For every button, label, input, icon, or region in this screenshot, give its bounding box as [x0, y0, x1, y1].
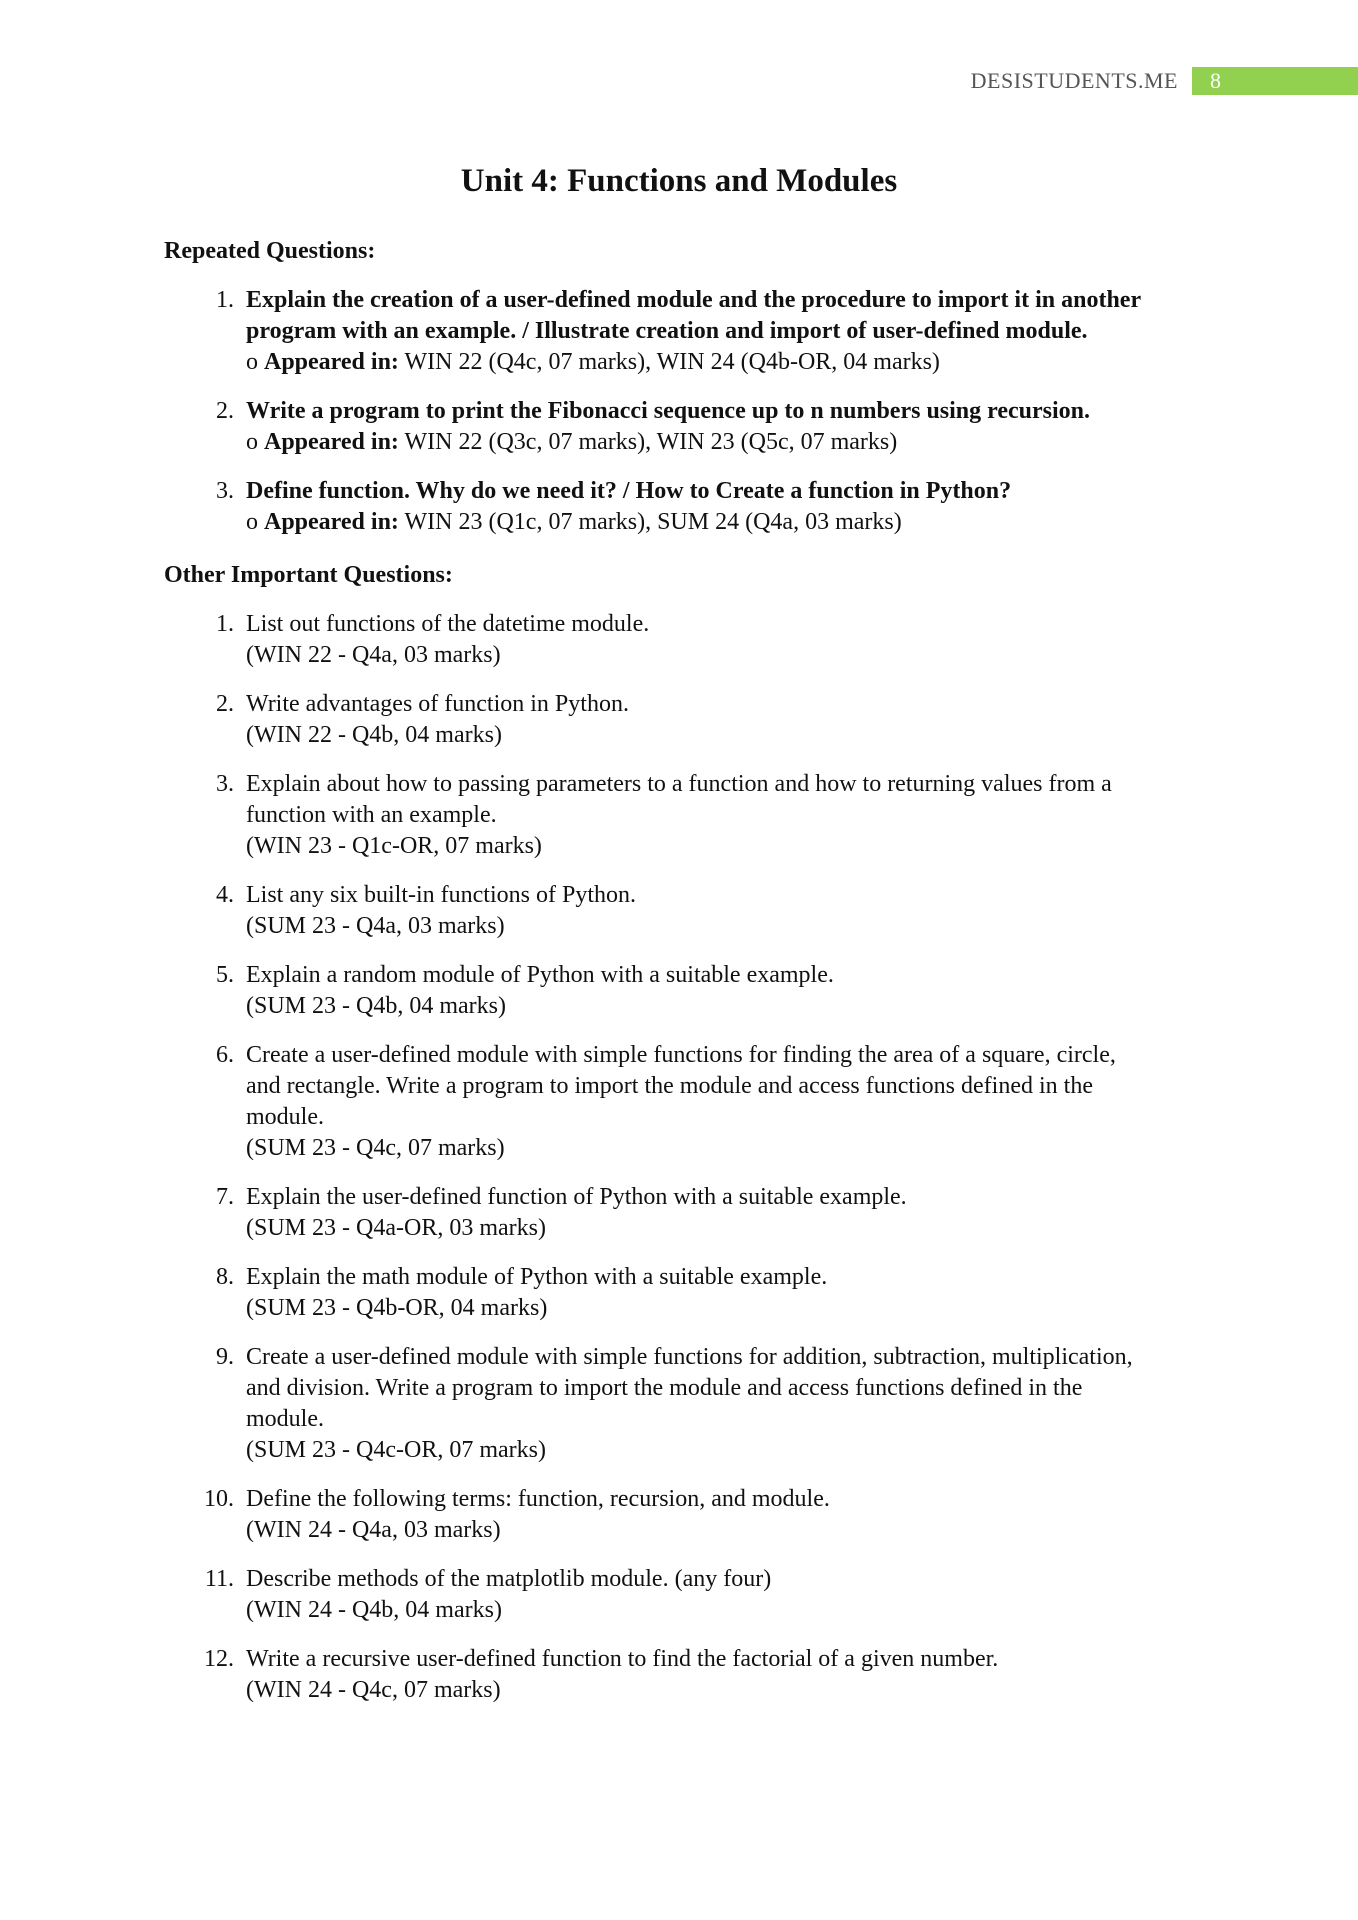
other-question-item — [164, 1040, 1204, 1164]
repeated-question-item — [164, 396, 1204, 458]
repeated-question-item — [164, 476, 1204, 538]
question-text-line: List any six built-in functions of Python. — [246, 882, 636, 908]
question-number: 5. — [216, 962, 234, 988]
question-text-line: Write advantages of function in Python. — [246, 691, 629, 717]
question-text-line: (SUM 23 - Q4c, 07 marks) — [246, 1135, 505, 1161]
question-text-line: (WIN 24 - Q4c, 07 marks) — [246, 1677, 501, 1703]
question-text-line: (SUM 23 - Q4b, 04 marks) — [246, 993, 506, 1019]
appeared-in-line — [246, 347, 1204, 378]
appeared-bullet: o — [246, 509, 258, 535]
question-body — [246, 285, 1204, 378]
question-text-line: module. — [246, 1104, 324, 1130]
question-body — [246, 1040, 1204, 1164]
question-text-line: Explain a random module of Python with a suitable example. — [246, 962, 834, 988]
question-text-line: Explain the creation of a user-defined module and the procedure to import it in another — [246, 287, 1142, 313]
appeared-bullet: o — [246, 429, 258, 455]
question-body — [246, 396, 1204, 458]
other-question-item — [164, 689, 1204, 751]
appeared-in-line — [246, 427, 1204, 458]
question-text-line: List out functions of the datetime module. — [246, 611, 650, 637]
question-body — [246, 476, 1204, 538]
other-question-item — [164, 1484, 1204, 1546]
page-header — [971, 67, 1358, 95]
other-question-item — [164, 1182, 1204, 1244]
document-body — [164, 236, 1204, 1724]
question-text-line: Describe methods of the matplotlib module. (any four) — [246, 1566, 772, 1592]
appeared-bullet: o — [246, 349, 258, 375]
other-question-item — [164, 1644, 1204, 1706]
question-text-line: Create a user-defined module with simple functions for finding the area of a square, circle, — [246, 1042, 1116, 1068]
other-questions-list — [164, 609, 1204, 1706]
question-text-line: (WIN 24 - Q4b, 04 marks) — [246, 1597, 502, 1623]
question-text-line: (WIN 22 - Q4b, 04 marks) — [246, 722, 502, 748]
appeared-in-label: Appeared in: — [264, 349, 399, 375]
other-question-item — [164, 960, 1204, 1022]
question-body — [246, 880, 1204, 942]
question-text-line: Explain about how to passing parameters to a function and how to returning values from a — [246, 771, 1112, 797]
other-question-item — [164, 609, 1204, 671]
question-number: 9. — [216, 1344, 234, 1370]
other-question-item — [164, 1564, 1204, 1626]
question-number: 4. — [216, 882, 234, 908]
other-question-item — [164, 1262, 1204, 1324]
appeared-in-line — [246, 507, 1204, 538]
appeared-in-details: WIN 22 (Q4c, 07 marks), WIN 24 (Q4b-OR, 04 marks) — [404, 349, 940, 375]
question-text-line: Explain the math module of Python with a suitable example. — [246, 1264, 828, 1290]
appeared-in-label: Appeared in: — [264, 429, 399, 455]
question-number: 3. — [216, 771, 234, 797]
appeared-in-details: WIN 22 (Q3c, 07 marks), WIN 23 (Q5c, 07 marks) — [404, 429, 898, 455]
question-number: 2. — [216, 691, 234, 717]
repeated-questions-list — [164, 285, 1204, 538]
other-question-item — [164, 1342, 1204, 1466]
question-body — [246, 769, 1204, 862]
question-body — [246, 689, 1204, 751]
question-body — [246, 1484, 1204, 1546]
question-body — [246, 1564, 1204, 1626]
other-question-item — [164, 880, 1204, 942]
question-body — [246, 1182, 1204, 1244]
question-text-line: Define function. Why do we need it? / How to Create a function in Python? — [246, 478, 1012, 504]
question-text-line: Write a recursive user-defined function to find the factorial of a given number. — [246, 1646, 999, 1672]
question-number: 2. — [216, 398, 234, 424]
question-text-line: and rectangle. Write a program to import the module and access functions defined in the — [246, 1073, 1093, 1099]
question-text-line: (SUM 23 - Q4b-OR, 04 marks) — [246, 1295, 548, 1321]
question-text-line: (SUM 23 - Q4a, 03 marks) — [246, 913, 505, 939]
question-text-line: module. — [246, 1406, 324, 1432]
question-body — [246, 960, 1204, 1022]
question-number: 1. — [216, 611, 234, 637]
question-text-line: (WIN 22 - Q4a, 03 marks) — [246, 642, 501, 668]
question-text-line: (SUM 23 - Q4c-OR, 07 marks) — [246, 1437, 546, 1463]
question-number: 6. — [216, 1042, 234, 1068]
question-number: 12. — [204, 1646, 234, 1672]
question-text-line: Create a user-defined module with simple functions for addition, subtraction, multiplication, — [246, 1344, 1133, 1370]
question-text-line: (WIN 23 - Q1c-OR, 07 marks) — [246, 833, 542, 859]
question-number: 7. — [216, 1184, 234, 1210]
question-body — [246, 609, 1204, 671]
page-title: Unit 4: Functions and Modules — [460, 163, 898, 199]
other-questions-heading: Other Important Questions: — [164, 562, 453, 588]
site-name: DESISTUDENTS.ME — [970, 68, 1178, 93]
question-number: 3. — [216, 478, 234, 504]
question-text-line: (SUM 23 - Q4a-OR, 03 marks) — [246, 1215, 546, 1241]
question-number: 8. — [216, 1264, 234, 1290]
repeated-questions-heading: Repeated Questions: — [164, 238, 376, 264]
question-text-line: and division. Write a program to import the module and access functions defined in the — [246, 1375, 1083, 1401]
appeared-in-label: Appeared in: — [264, 509, 399, 535]
question-body — [246, 1342, 1204, 1466]
question-number: 11. — [204, 1566, 234, 1592]
repeated-question-item — [164, 285, 1204, 378]
question-text-line: function with an example. — [246, 802, 497, 828]
appeared-in-details: WIN 23 (Q1c, 07 marks), SUM 24 (Q4a, 03 marks) — [404, 509, 902, 535]
question-body — [246, 1644, 1204, 1706]
question-text-line: program with an example. / Illustrate creation and import of user-defined module. — [246, 318, 1088, 344]
page-number: 8 — [1192, 67, 1358, 95]
question-body — [246, 1262, 1204, 1324]
question-number: 10. — [204, 1486, 234, 1512]
question-text-line: Write a program to print the Fibonacci sequence up to n numbers using recursion. — [246, 398, 1091, 424]
other-question-item — [164, 769, 1204, 862]
question-text-line: (WIN 24 - Q4a, 03 marks) — [246, 1517, 501, 1543]
question-text-line: Explain the user-defined function of Python with a suitable example. — [246, 1184, 907, 1210]
question-text-line: Define the following terms: function, recursion, and module. — [246, 1486, 830, 1512]
question-number: 1. — [216, 287, 234, 313]
